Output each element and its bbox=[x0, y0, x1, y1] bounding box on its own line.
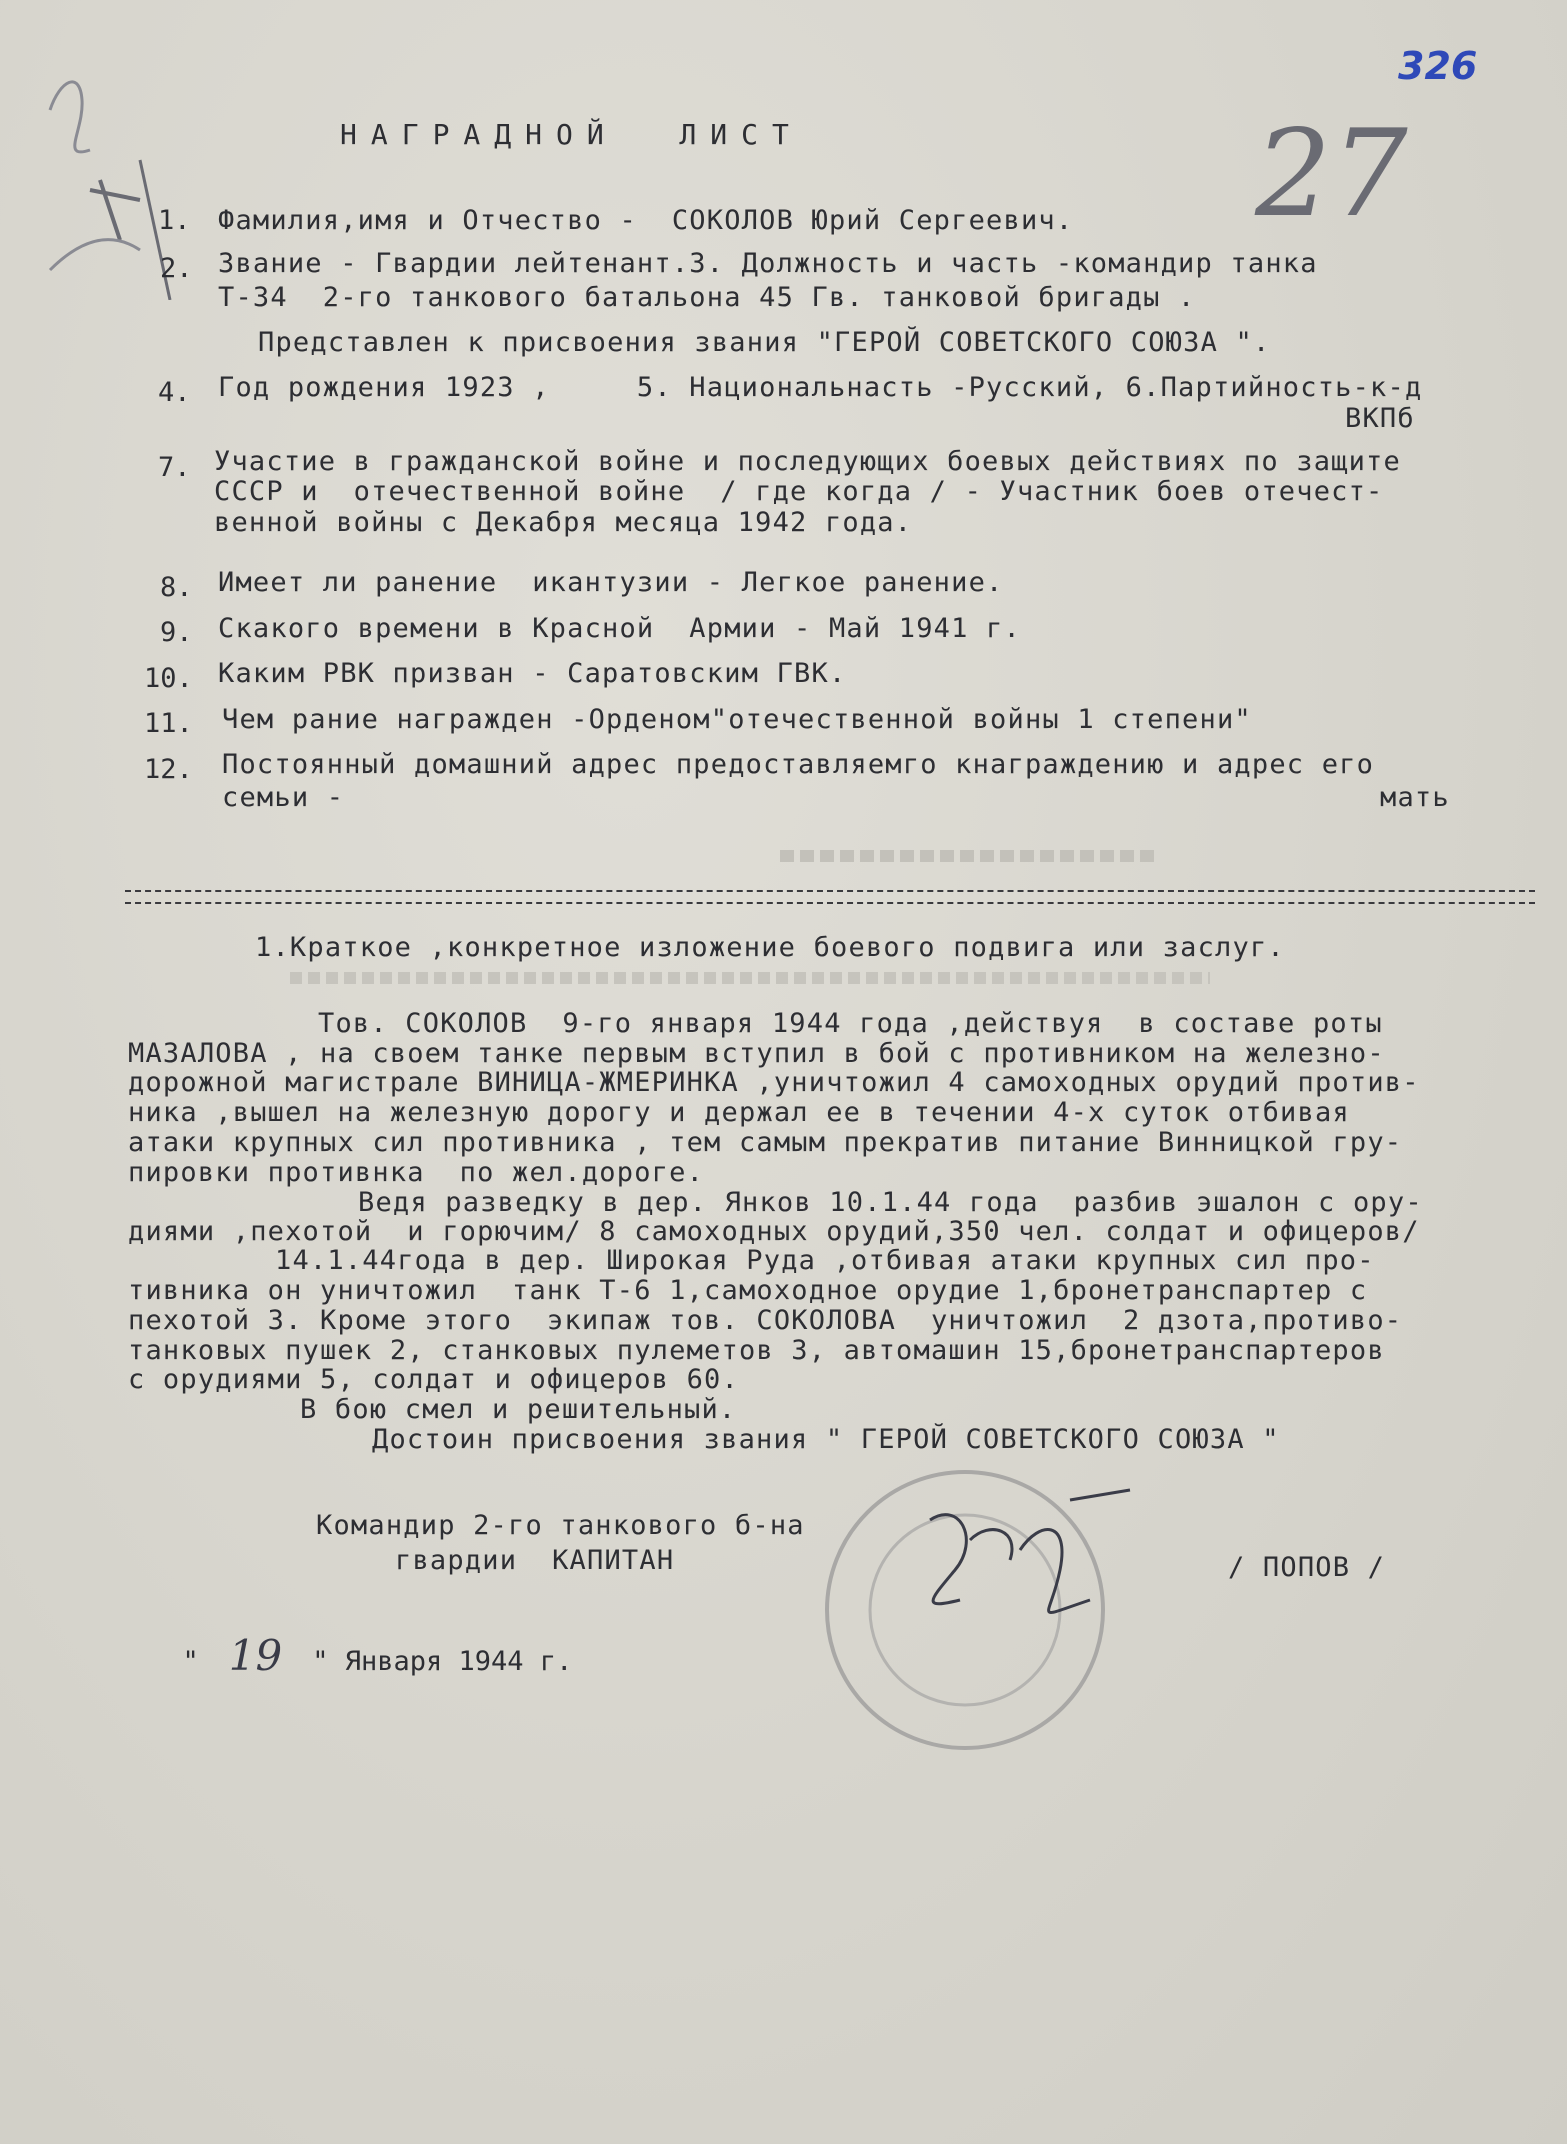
item-text: Т-34 2-го танкового батальона 45 Гв. танковой бригады . bbox=[218, 282, 1196, 313]
body-line: Ведя разведку в дер. Янков 10.1.44 года разбив эшалон с ору- bbox=[358, 1187, 1423, 1218]
body-line: Достоин присвоения звания " ГЕРОЙ СОВЕТСКОГО СОЮЗА " bbox=[372, 1424, 1280, 1455]
commander-title: Командир 2-го танкового б-на bbox=[316, 1510, 805, 1541]
body-line: МАЗАЛОВА , на своем танке первым вступил в бой с противником на железно- bbox=[128, 1038, 1385, 1069]
item-text: Фамилия,имя и Отчество - СОКОЛОВ Юрий Сергеевич. bbox=[218, 205, 1074, 236]
date-prefix: " bbox=[182, 1646, 199, 1677]
body-line: 14.1.44года в дер. Широкая Руда ,отбивая атаки крупных сил про- bbox=[275, 1245, 1375, 1276]
handwritten-number: 27 bbox=[1255, 105, 1408, 244]
item-number: 1. bbox=[158, 205, 191, 236]
item-number: 8. bbox=[160, 572, 193, 603]
date-day: 19 bbox=[228, 1631, 283, 1680]
item-text: Год рождения 1923 , 5. Национальнасть -Русский, 6.Партийность-к-д bbox=[218, 372, 1423, 403]
item-number: 10. bbox=[144, 663, 193, 694]
item-text: СССР и отечественной войне / где когда / - Участник боев отечест- bbox=[214, 476, 1384, 507]
body-line: атаки крупных сил противника , тем самым прекратив питание Винницкой гру- bbox=[128, 1127, 1403, 1158]
body-line: дорожной магистрале ВИНИЦА-ЖМЕРИНКА ,уничтожил 4 самоходных орудий против- bbox=[128, 1067, 1420, 1098]
commander-signature bbox=[900, 1480, 1160, 1640]
item-text: мать bbox=[1380, 782, 1450, 813]
body-line: пировки противнка по жел.дороге. bbox=[128, 1157, 705, 1188]
date-line bbox=[150, 1600, 572, 1680]
section-separator bbox=[125, 890, 1535, 904]
body-line: пехотой 3. Кроме этого экипаж тов. СОКОЛОВА уничтожил 2 дзота,противо- bbox=[128, 1305, 1403, 1336]
item-text: Представлен к присвоения звания "ГЕРОЙ СОВЕТСКОГО СОЮЗА ". bbox=[258, 327, 1271, 358]
faint-trace bbox=[780, 850, 1160, 862]
item-text: Участие в гражданской войне и последующих боевых действиях по защите bbox=[214, 446, 1401, 477]
item-number: 11. bbox=[144, 708, 193, 739]
item-number: 7. bbox=[158, 452, 191, 483]
item-text: венной войны с Декабря месяца 1942 года. bbox=[214, 507, 913, 538]
section-title: 1.Краткое ,конкретное изложение боевого подвига или заслуг. bbox=[255, 932, 1285, 963]
item-text: Звание - Гвардии лейтенант.3. Должность и часть -командир танка bbox=[218, 248, 1318, 279]
item-text: семьи - bbox=[222, 782, 345, 813]
body-line: танковых пушек 2, станковых пулеметов 3, автомашин 15,бронетранспартеров bbox=[128, 1335, 1385, 1366]
item-text: Скакого времени в Красной Армии - Май 1941 г. bbox=[218, 613, 1021, 644]
body-line: диями ,пехотой и горючим/ 8 самоходных орудий,350 чел. солдат и офицеров/ bbox=[128, 1216, 1420, 1247]
body-line: ника ,вышел на железную дорогу и держал ее в течении 4-х суток отбивая bbox=[128, 1097, 1350, 1128]
item-text: Чем рание награжден -Орденом"отечественной войны 1 степени" bbox=[222, 704, 1252, 735]
body-line: с орудиями 5, солдат и офицеров 60. bbox=[128, 1364, 739, 1395]
body-line: Тов. СОКОЛОВ 9-го января 1944 года ,действуя в составе роты bbox=[318, 1008, 1383, 1039]
item-text: Постоянный домашний адрес предоставляемго кнаграждению и адрес его bbox=[222, 749, 1375, 780]
item-text: ВКПб bbox=[1345, 403, 1415, 434]
item-text: Имеет ли ранение икантузии - Легкое ранение. bbox=[218, 567, 1004, 598]
item-number: 2. bbox=[160, 253, 193, 284]
item-number: 12. bbox=[144, 754, 193, 785]
archive-page-number: 326 bbox=[1398, 44, 1478, 88]
commander-rank: гвардии КАПИТАН bbox=[395, 1545, 675, 1576]
body-line: В бою смел и решительный. bbox=[300, 1394, 737, 1425]
item-text: Каким РВК призван - Саратовским ГВК. bbox=[218, 658, 847, 689]
faint-trace bbox=[290, 972, 1210, 984]
item-number: 9. bbox=[160, 617, 193, 648]
date-suffix: " Января 1944 г. bbox=[312, 1646, 573, 1677]
item-number: 4. bbox=[158, 377, 191, 408]
commander-name: / ПОПОВ / bbox=[1228, 1552, 1386, 1583]
body-line: тивника он уничтожил танк Т-6 1,самоходное орудие 1,бронетранспартер с bbox=[128, 1275, 1368, 1306]
document-title: НАГРАДНОЙ ЛИСТ bbox=[340, 118, 803, 151]
